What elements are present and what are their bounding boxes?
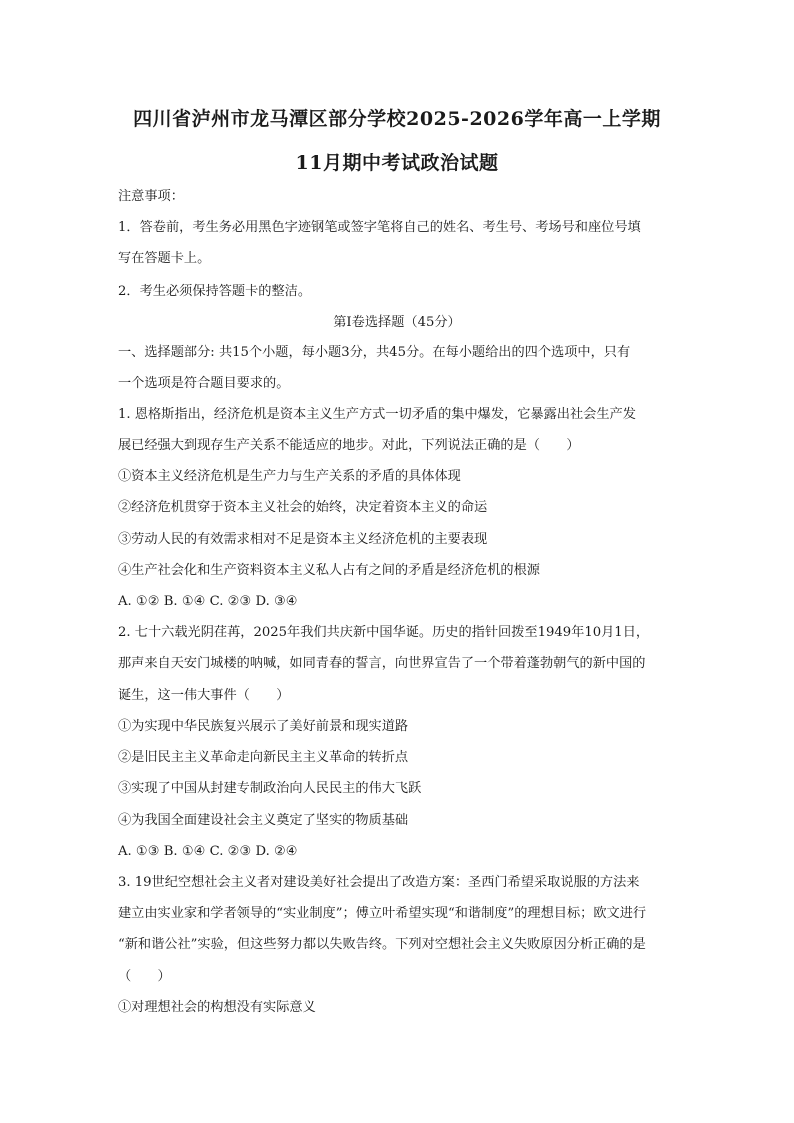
question-2-stem-line3: 诞生，这一伟大事件（ ） [118,688,290,703]
exam-title-line2: 11月期中考试政治试题 [295,152,499,174]
question-1-stem-line1: 1. 恩格斯指出，经济危机是资本主义生产方式一切矛盾的集中爆发，它暴露出社会生产发 [118,407,636,422]
section-intro-line1: 一、选择题部分: 共15个小题，每小题3分，共45分。在每小题给出的四个选项中，只有 [118,345,631,360]
notes-item2: 2．考生必须保持答题卡的整洁。 [118,284,312,299]
exam-title-line1: 四川省泸州市龙马潭区部分学校2025-2026学年高一上学期 [133,108,661,130]
question-2-stem-line2: 那声来自天安门城楼的呐喊，如同青春的誓言，向世界宣告了一个带着蓬勃朝气的新中国的 [118,656,646,671]
question-2-answers: A. ①③ B. ①④ C. ②③ D. ②④ [118,844,298,859]
question-1-option-4: ④生产社会化和生产资料资本主义私人占有之间的矛盾是经济危机的根源 [118,563,540,578]
section-intro-line2: 一个选项是符合题目要求的。 [118,376,290,391]
question-3-stem-line1: 3. 19世纪空想社会主义者对建设美好社会提出了改造方案：圣西门希望采取说服的方法来 [118,875,640,890]
question-2-option-2: ②是旧民主主义革命走向新民主主义革命的转折点 [118,750,409,765]
section-title: 第Ⅰ卷选择题（45分） [333,315,461,330]
question-2-option-4: ④为我国全面建设社会主义奠定了坚实的物质基础 [118,813,409,828]
notes-item1-line1: 1．答卷前，考生务必用黑色字迹钢笔或签字笔将自己的姓名、考生号、考场号和座位号填 [118,220,641,235]
question-1-answers: A. ①② B. ①④ C. ②③ D. ③④ [118,594,298,609]
question-2-stem-line1: 2. 七十六载光阴荏苒，2025年我们共庆新中国华诞。历史的指针回拨至1949年10月1日， [118,625,650,640]
question-3-stem-line4: （ ） [118,969,171,984]
notes-heading: 注意事项： [118,189,184,204]
notes-item1-line2: 写在答题卡上。 [118,251,211,266]
question-2-option-3: ③实现了中国从封建专制政治向人民民主的伟大飞跃 [118,781,422,796]
question-1-option-3: ③劳动人民的有效需求相对不足是资本主义经济危机的主要表现 [118,532,488,547]
question-1-option-1: ①资本主义经济危机是生产力与生产关系的矛盾的具体体现 [118,469,461,484]
question-3-stem-line3: “新和谐公社”实验，但这些努力都以失败告终。下列对空想社会主义失败原因分析正确的是 [118,937,646,952]
question-3-stem-line2: 建立由实业家和学者领导的“实业制度”；傅立叶希望实现“和谐制度”的理想目标；欧文进行 [118,906,647,921]
question-1-option-2: ②经济危机贯穿于资本主义社会的始终，决定着资本主义的命运 [118,500,488,515]
question-2-option-1: ①为实现中华民族复兴展示了美好前景和现实道路 [118,719,409,734]
question-1-stem-line2: 展已经强大到现存生产关系不能适应的地步。对此，下列说法正确的是（ ） [118,438,580,453]
question-3-option-1: ①对理想社会的构想没有实际意义 [118,1000,316,1015]
